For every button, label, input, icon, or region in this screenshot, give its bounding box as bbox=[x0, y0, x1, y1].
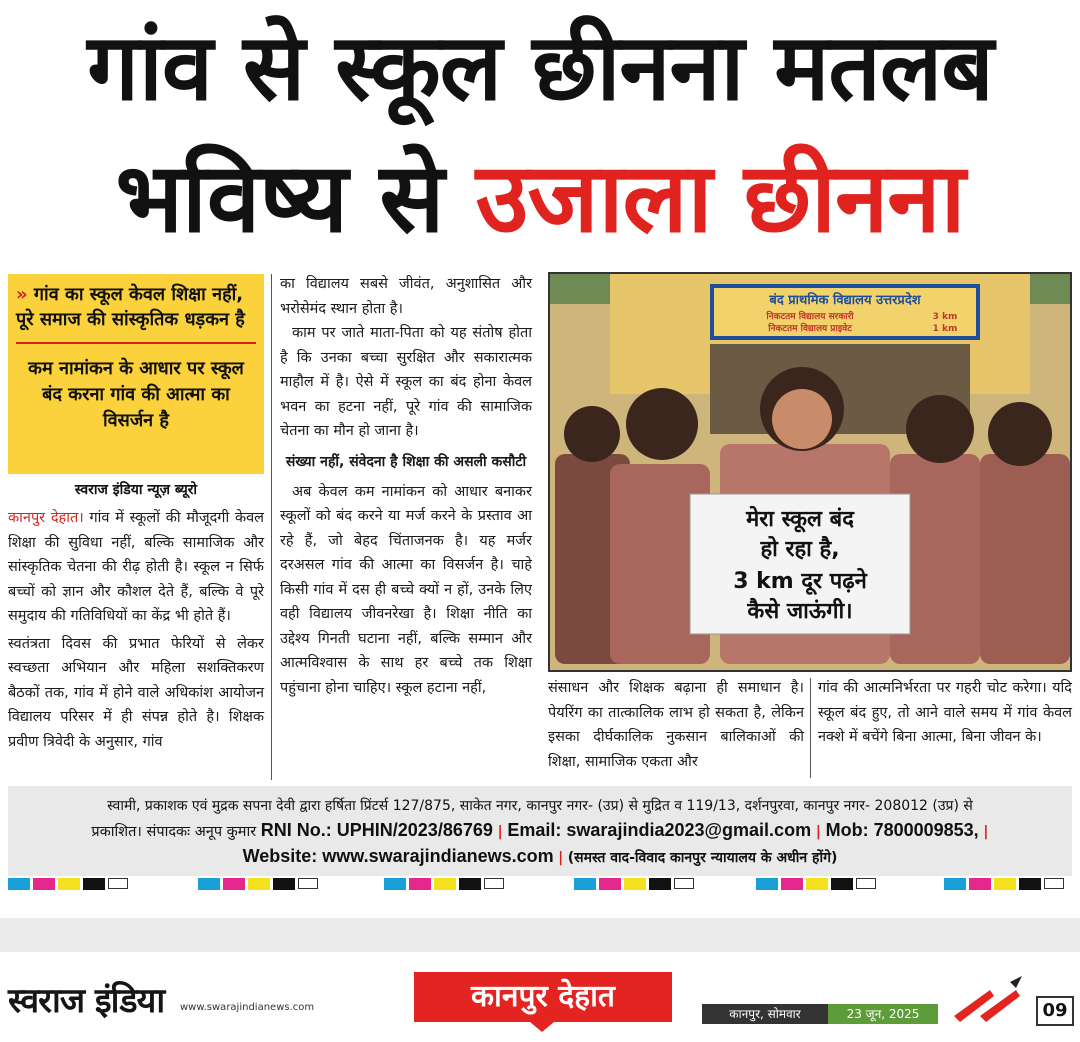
registration-mark bbox=[574, 878, 697, 892]
registration-mark bbox=[756, 878, 879, 892]
highlight-quote2: कम नामांकन के आधार पर स्कूल बंद करना गांव की आत्मा का विसर्जन है bbox=[28, 358, 244, 431]
sign-text: कैसे जाऊंगी। bbox=[747, 599, 853, 624]
paragraph: कानपुर देहात। गांव में स्कूलों की मौजूदगी केवल शिक्षा की सुविधा नहीं, बल्कि सामाजिक और सांस्कृतिक चेतना की रीढ़ होती है। स्कूल न सिर्फ बच्चों को ज्ञान और कौशल देते हैं, बल्कि वे पूरे समुदाय की गतिविधियों का केंद्र भी होते हैं। bbox=[8, 510, 264, 624]
headline-line2 bbox=[10, 142, 1070, 254]
headline-line1: गांव से स्कूल छीनना मतलब bbox=[87, 14, 993, 121]
board-line: निकटतम विद्यालय सरकारी bbox=[766, 312, 854, 322]
imprint-line1: स्वामी, प्रकाशक एवं मुद्रक सपना देवी द्वारा हर्षिता प्रिंटर्स 127/875, साकेत नगर, कानपुर नगर- (उप्र) से मुद्रित व 119/13, दर्शनपुरवा, कानपुर नगर- 208012 (उप्र) से bbox=[107, 798, 973, 814]
registration-mark bbox=[384, 878, 507, 892]
paragraph: अब केवल कम नामांकन को आधार बनाकर स्कूलों को बंद करने या मर्ज करने के प्रस्ताव आ रहे हैं, जो बेहद चिंताजनक है। यह मर्जर दरअसल गांव की आत्मा का विसर्जन है। चाहे किसी गांव में दस ही बच्चे क्यों न हों, उनके लिए वही विद्यालय जीवनरेखा है। शिक्षा नीति का उद्देश्य गिनती घटाना नहीं, बल्कि सम्मान और आत्मविश्वास के साथ हर बच्चे तक शिक्षा पहुंचाना होना चाहिए। स्कूल हटाना नहीं, bbox=[280, 483, 532, 696]
masthead-date: 23 जून, 2025 bbox=[828, 1004, 938, 1024]
masthead-website: www.swarajindianews.com bbox=[180, 1002, 315, 1013]
registration-mark bbox=[944, 878, 1067, 892]
headline-black-part: भविष्य से bbox=[115, 142, 444, 254]
board-distance: 3 km bbox=[932, 312, 958, 322]
photo-illustration bbox=[550, 274, 1070, 670]
double-chevron-icon: » bbox=[16, 284, 28, 305]
highlight-box bbox=[8, 274, 264, 474]
page-gap bbox=[0, 918, 1080, 952]
column-divider bbox=[271, 274, 272, 780]
article-column-3: संसाधन और शिक्षक बढ़ाना ही समाधान है। पेयरिंग का तात्कालिक लाभ हो सकता है, लेकिन इसका दीर्घकालिक नुकसान बालिकाओं की शिक्षा, सामाजिक एकता और bbox=[548, 680, 804, 770]
website: Website: www.swarajindianews.com bbox=[242, 846, 554, 866]
edition-banner-notch bbox=[530, 1022, 554, 1032]
article-photo bbox=[548, 272, 1072, 672]
registration-mark bbox=[198, 878, 321, 892]
separator-icon: | bbox=[558, 850, 564, 866]
sign-text: हो रहा है, bbox=[760, 537, 840, 562]
color-registration-marks bbox=[8, 878, 1078, 894]
article-column-1 bbox=[8, 506, 264, 754]
sign-text: मेरा स्कूल बंद bbox=[746, 507, 854, 532]
imprint-bar bbox=[8, 786, 1072, 876]
article-column-2 bbox=[280, 272, 532, 700]
article-column-4: गांव की आत्मनिर्भरता पर गहरी चोट करेगा। यदि स्कूल बंद हुए, तो आने वाले समय में गांव केवल नक्शे में बचेंगे बिना आत्मा, बिना जीवन के। bbox=[818, 680, 1072, 745]
masthead-day: कानपुर, सोमवार bbox=[702, 1004, 828, 1024]
email: Email: swarajindia2023@gmail.com bbox=[507, 820, 812, 840]
page-number: 09 bbox=[1036, 996, 1074, 1026]
separator-icon: | bbox=[983, 824, 989, 840]
headline-red-part: उजाला छीनना bbox=[475, 142, 965, 254]
board-title: बंद प्राथमिक विद्यालय उत्तरप्रदेश bbox=[769, 293, 921, 308]
imprint-line3: Website: www.swarajindianews.com | (समस्त वाद-विवाद कानपुर न्यायालय के अधीन होंगे) bbox=[242, 846, 838, 866]
separator-icon: | bbox=[815, 824, 821, 840]
imprint-line2: प्रकाशित। संपादकः अनूप कुमार RNI No.: UPHIN/2023/86769 | Email: swarajindia2023@gmail.com | Mob: 7800009853, | bbox=[91, 820, 989, 840]
edition-banner: कानपुर देहात bbox=[414, 972, 672, 1022]
byline: स्वराज इंडिया न्यूज़ ब्यूरो bbox=[74, 482, 198, 498]
rni-number: RNI No.: UPHIN/2023/86769 bbox=[260, 820, 493, 840]
paragraph: स्वतंत्रता दिवस की प्रभात फेरियों से लेकर स्वच्छता अभियान और महिला सशक्तिकरण बैठकों तक, गांव में होने वाले अधिकांश आयोजन विद्यालय परिसर में ही संपन्न होते है। शिक्षक प्रवीण त्रिवेदी के अनुसार, गांव bbox=[8, 635, 264, 750]
paragraph: का विद्यालय सबसे जीवंत, अनुशासित और भरोसेमंद स्थान होता है। bbox=[280, 276, 532, 317]
pen-logo-icon bbox=[950, 976, 1026, 1026]
sign-text: 3 km दूर पढ़ने bbox=[733, 569, 867, 594]
dateline: कानपुर देहात। bbox=[8, 510, 84, 526]
registration-mark bbox=[8, 878, 131, 892]
column-divider bbox=[810, 678, 811, 778]
paragraph: काम पर जाते माता-पिता को यह संतोष होता है कि उनका बच्चा सुरक्षित और सकारात्मक माहौल में है। ऐसे में स्कूल का बंद होना केवल भवन का हटना नहीं, पूरे गांव की सामाजिक चेतना का मौन हो जाना है। bbox=[280, 325, 532, 439]
highlight-divider bbox=[16, 342, 256, 344]
board-distance: 1 km bbox=[932, 324, 958, 334]
newspaper-logo: स्वराज इंडिया bbox=[8, 981, 165, 1021]
subheading: संख्या नहीं, संवेदना है शिक्षा की असली कसौटी bbox=[285, 453, 527, 470]
highlight-quote1: » गांव का स्कूल केवल शिक्षा नहीं, पूरे समाज की सांस्कृतिक धड़कन है bbox=[16, 284, 245, 330]
mobile: Mob: 7800009853, bbox=[825, 820, 979, 840]
separator-icon: | bbox=[497, 824, 503, 840]
board-line: निकटतम विद्यालय प्राइवेट bbox=[768, 324, 852, 334]
